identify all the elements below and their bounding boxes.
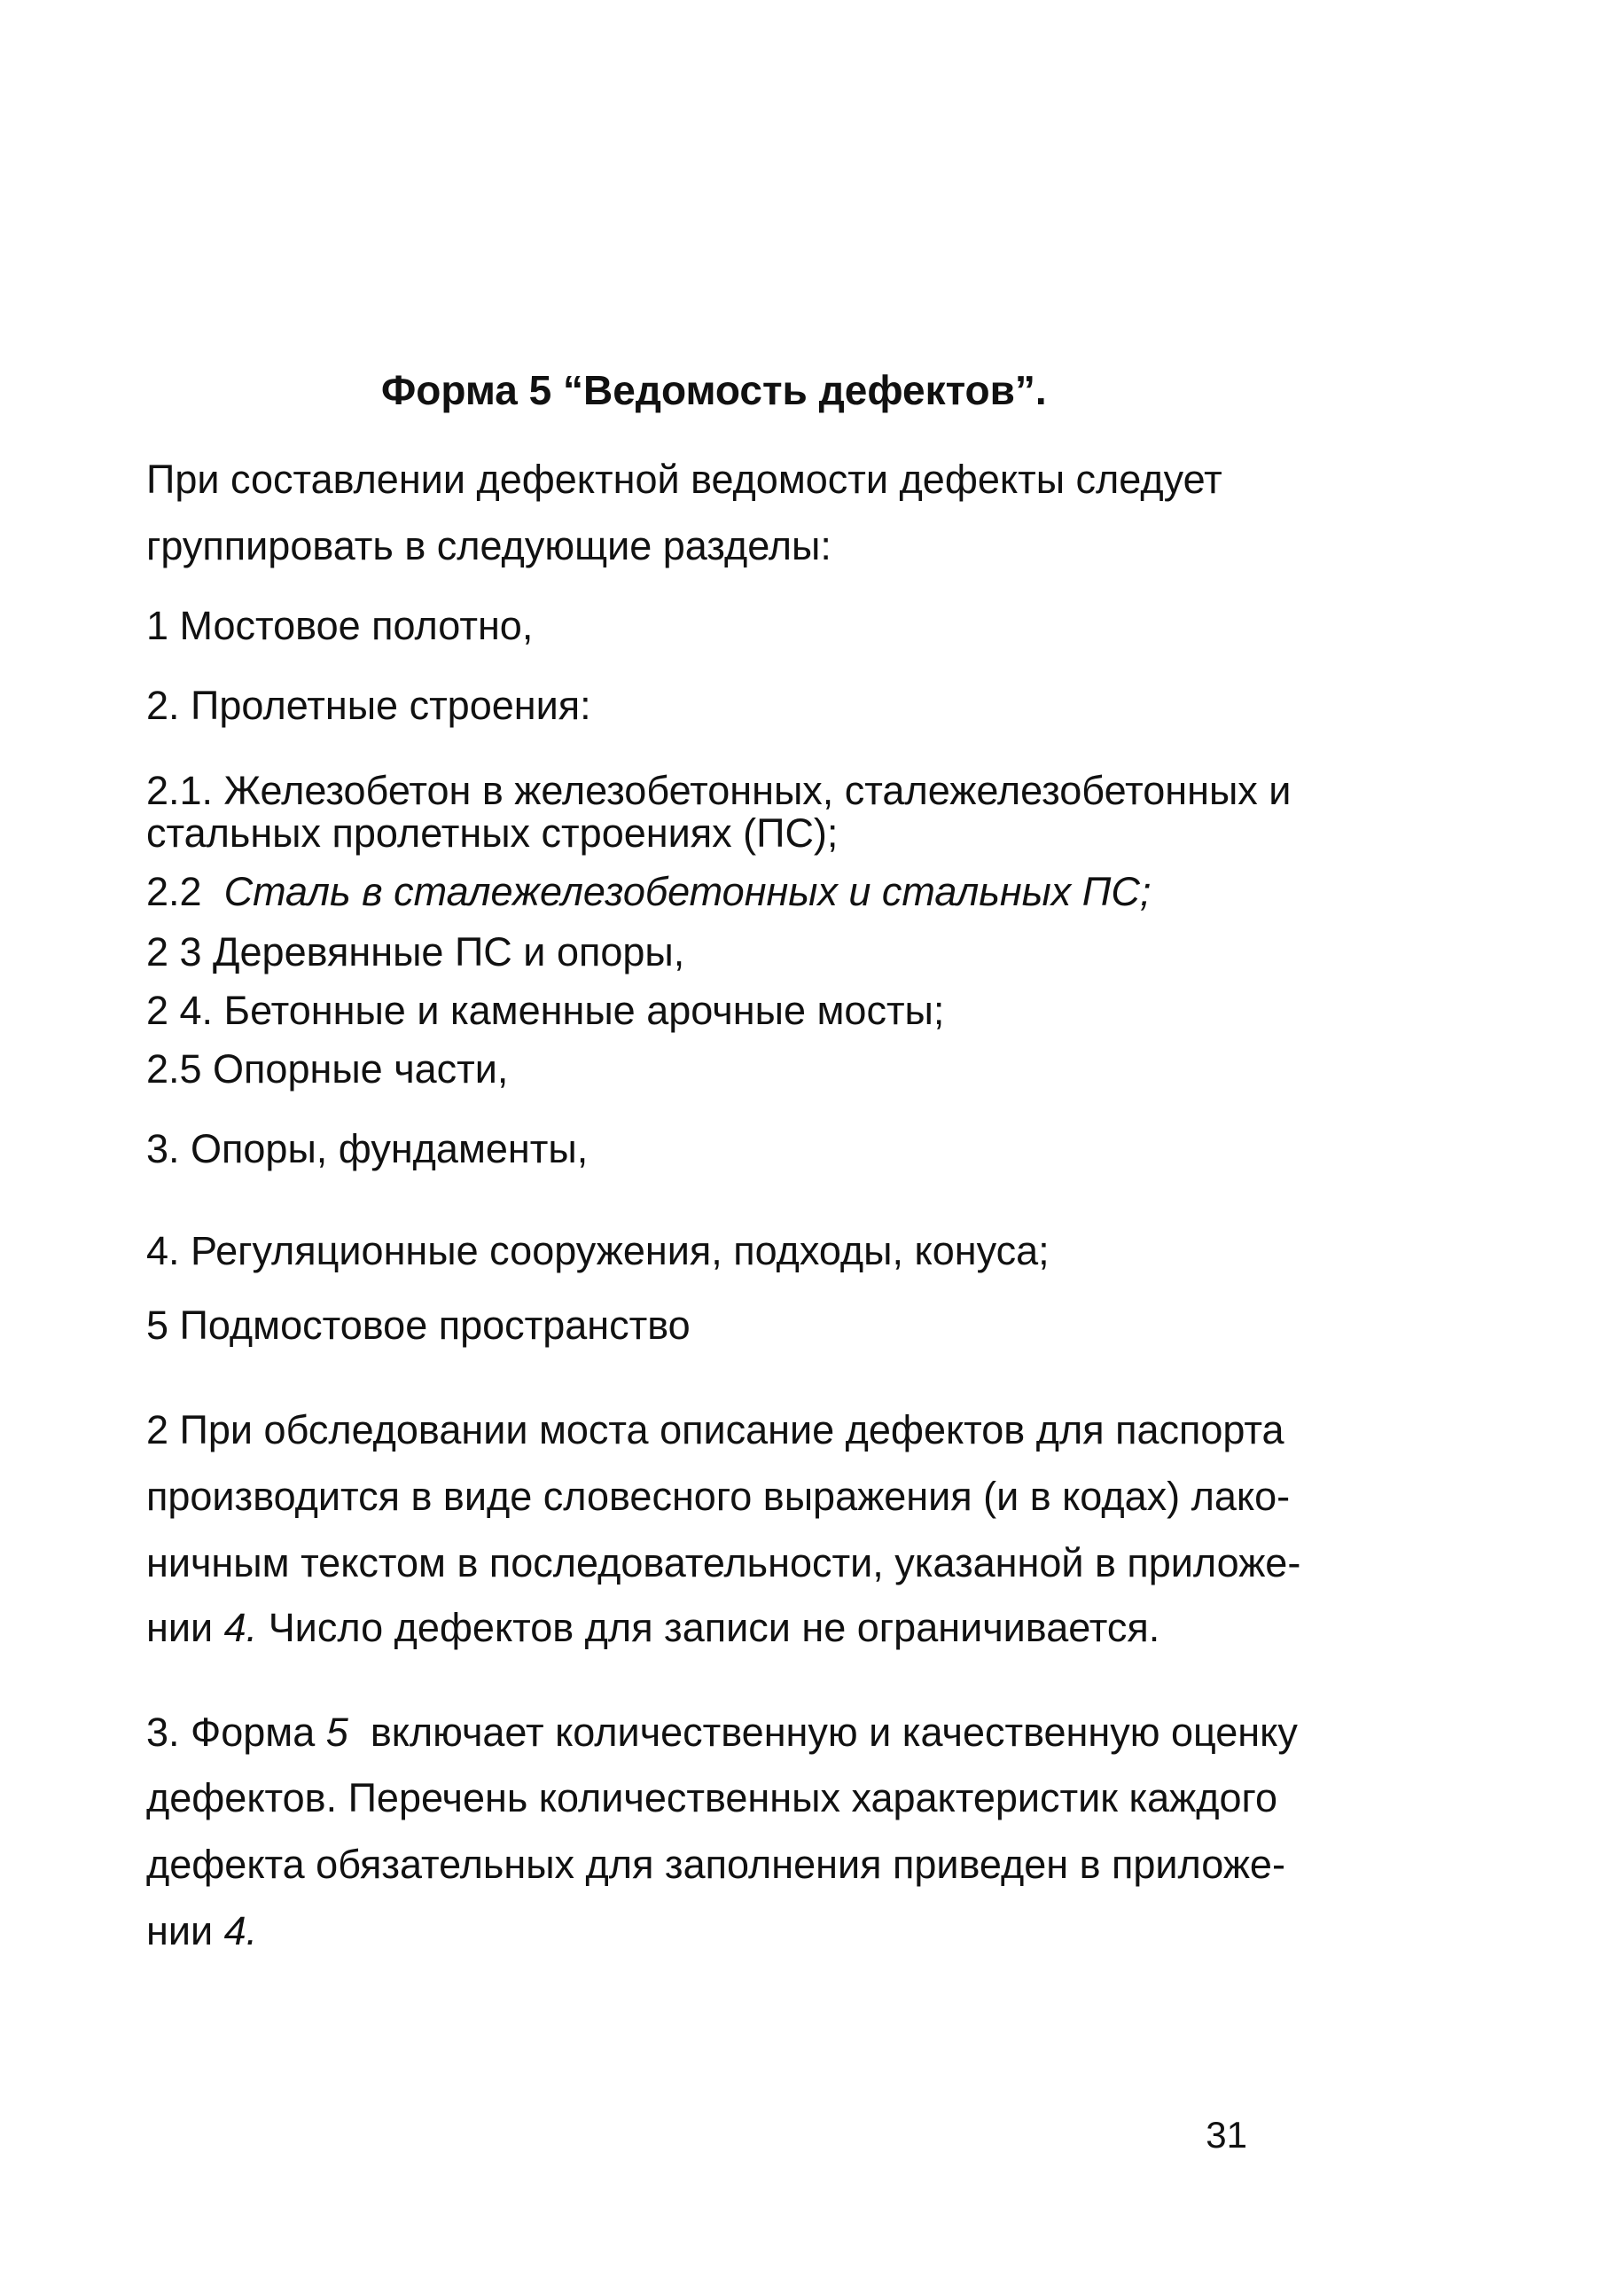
para-2-appendix-ref: 4. xyxy=(223,1605,258,1650)
section-2: 2. Пролетные строения: xyxy=(146,683,591,728)
section-2-2-text: Сталь в сталежелезобетонных и стальных ПС; xyxy=(223,869,1152,914)
section-2-2-number: 2.2 xyxy=(146,869,202,914)
para-3-line-2: дефектов. Перечень количественных характеристик каждого xyxy=(146,1775,1277,1820)
para-3-line-1-start: 3. Форма xyxy=(146,1710,316,1755)
para-3-line-1-end: включает количественную и качественную оценку xyxy=(370,1710,1298,1755)
section-4: 4. Регуляционные сооружения, подходы, конуса; xyxy=(146,1228,1050,1273)
para-3-line-4-start: нии xyxy=(146,1908,214,1953)
para-3-line-1 xyxy=(146,1708,1298,1757)
section-2-3: 2 3 Деревянные ПС и опоры, xyxy=(146,929,685,974)
page-number: 31 xyxy=(1206,2114,1247,2156)
para-3-line-3: дефекта обязательных для заполнения приведен в приложе- xyxy=(146,1842,1285,1887)
section-3: 3. Опоры, фундаменты, xyxy=(146,1126,589,1171)
para-3-form-ref: 5 xyxy=(325,1710,348,1755)
para-3-line-4 xyxy=(146,1906,257,1956)
section-2-1-line-2: стальных пролетных строениях (ПС); xyxy=(146,810,839,856)
section-2-2 xyxy=(146,867,1151,917)
page-title: Форма 5 “Ведомость дефектов”. xyxy=(381,367,1047,413)
section-2-1-line-1: 2.1. Железобетон в железобетонных, сталежелезобетонных и xyxy=(146,768,1292,813)
para-2-line-3: ничным текстом в последовательности, указанной в приложе- xyxy=(146,1540,1301,1585)
section-2-5: 2.5 Опорные части, xyxy=(146,1046,509,1092)
section-5: 5 Подмостовое пространство xyxy=(146,1303,691,1348)
para-2-line-4 xyxy=(146,1603,1159,1653)
para-2-line-4-start: нии xyxy=(146,1605,214,1650)
para-3-appendix-ref: 4. xyxy=(223,1908,258,1953)
section-1: 1 Мостовое полотно, xyxy=(146,603,534,648)
para-2-line-4-end: Число дефектов для записи не ограничивается. xyxy=(268,1605,1160,1650)
intro-line-1: При составлении дефектной ведомости дефекты следует xyxy=(146,457,1222,502)
para-2-line-1: 2 При обследовании моста описание дефектов для паспорта xyxy=(146,1407,1284,1452)
intro-line-2: группировать в следующие разделы: xyxy=(146,523,832,568)
section-2-4: 2 4. Бетонные и каменные арочные мосты; xyxy=(146,988,945,1033)
para-2-line-2: производится в виде словесного выражения (и в кодах) лако- xyxy=(146,1474,1291,1519)
